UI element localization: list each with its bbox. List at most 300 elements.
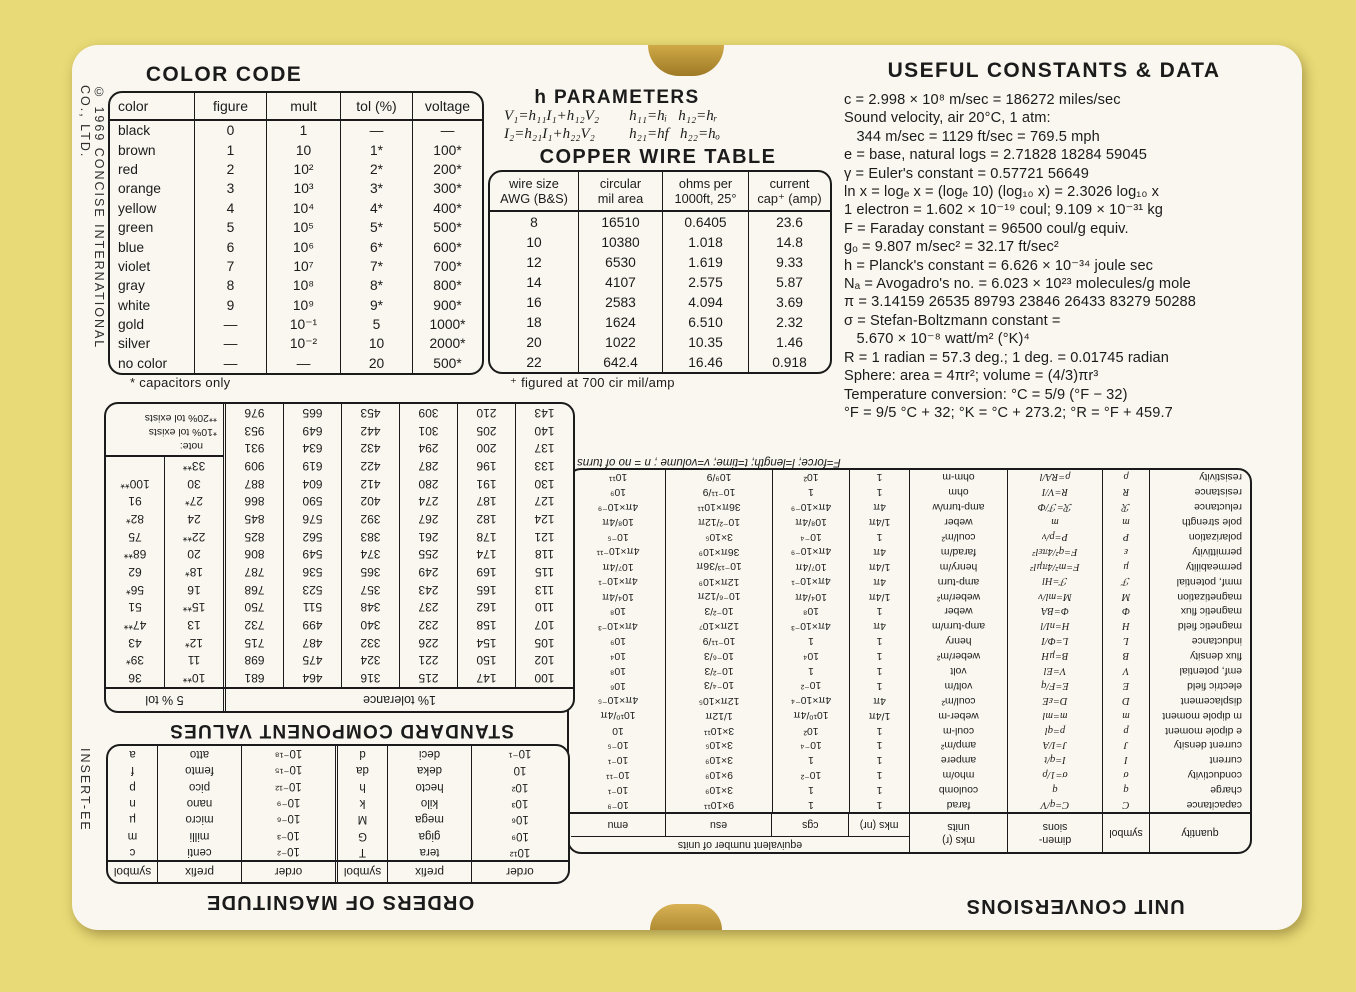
column-group-header: 5 % tol <box>106 689 226 711</box>
table-row <box>226 546 573 564</box>
table-cell: — <box>194 315 266 334</box>
table-row <box>569 633 1250 648</box>
table-cell: 165 <box>458 581 516 599</box>
table-row <box>108 746 568 762</box>
table-cell: 10 <box>571 723 666 738</box>
table-row <box>226 492 573 510</box>
table-cell: 10380 <box>578 232 662 252</box>
copyright-vertical-text: © 1969 CONCISE INTERNATIONAL CO., LTD. <box>78 85 106 349</box>
table-cell: 4π×10⁻⁵ <box>571 693 666 708</box>
table-cell: ℛ=ℱ/Φ <box>1008 499 1103 514</box>
table-row <box>106 616 223 634</box>
table-cell: 787 <box>226 563 284 581</box>
table-cell: 10⁻¹¹/9 <box>666 633 773 648</box>
table-cell: 309 <box>400 404 458 422</box>
table-cell: 18* <box>184 565 204 580</box>
constant-line: Sphere: area = 4πr²; volume = (4/3)πr³ <box>844 368 1099 385</box>
table-cell: 237 <box>400 599 458 617</box>
table-cell: reluctance <box>1194 501 1242 513</box>
table-row <box>110 334 482 353</box>
table-row <box>108 762 568 778</box>
table-cell: 10⁷/4π <box>571 559 666 574</box>
reference-card <box>72 45 1302 930</box>
table-cell: 10⁴/4π <box>773 589 850 604</box>
equation: V₁=h₁₁I₁+h₁₂V₂ <box>504 108 600 124</box>
table-cell: ε <box>1103 544 1150 559</box>
table-cell: 24 <box>187 511 201 526</box>
table-cell: G <box>338 827 388 843</box>
table-cell: 10⁻² <box>266 334 340 353</box>
table-row <box>569 752 1250 767</box>
table-cell: 10⁻¹ <box>508 747 532 760</box>
table-cell: R=V/I <box>1008 484 1103 499</box>
table-row <box>490 292 830 312</box>
orders-of-magnitude-title: ORDERS OF MAGNITUDE <box>205 891 475 913</box>
copper-wire-table <box>488 170 832 374</box>
table-cell: 10⁸ <box>773 604 850 619</box>
note-line: note: <box>179 440 203 452</box>
table-cell: displacement <box>1180 694 1242 706</box>
table-cell: femto <box>158 762 242 778</box>
table-cell: 1 <box>850 723 910 738</box>
table-cell: f <box>108 762 158 778</box>
table-cell: 215 <box>400 669 458 687</box>
table-cell: 16 <box>526 294 542 310</box>
table-cell: 16 <box>187 582 201 597</box>
table-cell: 10⁸ <box>266 276 340 295</box>
table-cell: resistance <box>1194 486 1242 498</box>
table-cell: I=q/t <box>1008 752 1103 767</box>
table-cell: ρ=RA/l <box>1008 470 1103 485</box>
table-cell: 105 <box>534 635 555 650</box>
constant-line: Sound velocity, air 20°C, 1 atm: <box>844 110 1051 127</box>
table-cell: ℱ <box>1103 574 1150 589</box>
table-cell: D <box>1103 693 1150 708</box>
table-cell: 196 <box>458 457 516 475</box>
column-header: prefix <box>158 862 242 882</box>
table-cell: orange <box>118 181 161 197</box>
table-cell: 1/12π <box>666 708 773 723</box>
table-cell: 523 <box>284 581 342 599</box>
column-header: quantity <box>1181 827 1219 840</box>
table-cell: 15** <box>182 600 206 615</box>
table-row <box>110 237 482 256</box>
table-cell: 845 <box>226 510 284 528</box>
table-cell: 10⁹ <box>571 484 666 499</box>
table-cell: 324 <box>342 652 400 670</box>
table-cell: p <box>1103 723 1150 738</box>
table-cell: 4π×10⁻¹ <box>571 574 666 589</box>
table-cell: electric field <box>1187 679 1242 691</box>
table-cell: 4π <box>850 574 910 589</box>
table-cell: a <box>108 746 158 762</box>
table-cell: 16510 <box>578 212 662 232</box>
table-cell: 1.018 <box>662 232 748 252</box>
table-cell: milli <box>158 827 242 843</box>
tolerance-note <box>106 404 223 457</box>
table-cell: 30 <box>187 476 201 491</box>
table-cell: 12* <box>184 635 204 650</box>
table-cell: giga <box>388 827 472 843</box>
table-cell: 10⁻²/12π <box>666 514 773 529</box>
table-cell: 10⁻⁵ <box>571 738 666 753</box>
table-cell: 1 <box>773 797 850 812</box>
constant-line: σ = Stefan-Boltzmann constant = <box>844 312 1061 329</box>
table-row <box>106 652 223 670</box>
table-row <box>110 199 482 218</box>
unit-conversions-body <box>569 470 1250 812</box>
constant-line: 5.670 × 10⁻⁸ watt/m² (°K)⁴ <box>844 331 1030 348</box>
table-cell: q <box>1103 782 1150 797</box>
orders-of-magnitude-header-row <box>108 860 568 882</box>
table-cell: 102 <box>534 653 555 668</box>
table-cell: 121 <box>534 529 555 544</box>
table-cell: 10.35 <box>662 332 748 352</box>
table-cell: 4 <box>194 199 266 218</box>
table-row <box>490 312 830 332</box>
table-cell: 825 <box>226 528 284 546</box>
table-cell: 68** <box>106 546 165 564</box>
table-cell: 14.8 <box>748 232 830 252</box>
five-percent-values <box>106 457 223 687</box>
column-header: dimen- sions <box>1008 814 1103 852</box>
constant-line: ln x = logₑ x = (logₑ 10) (log₁₀ x) = 2.3026 log₁₀ x <box>844 184 1160 201</box>
table-cell: 800* <box>412 276 482 295</box>
table-row <box>226 581 573 599</box>
table-cell: ohm <box>910 484 1008 499</box>
table-cell: hecto <box>388 779 472 795</box>
table-cell: 976 <box>226 404 284 422</box>
table-row <box>569 529 1250 544</box>
table-cell: 100** <box>106 475 165 493</box>
table-cell: 22** <box>182 529 206 544</box>
table-cell: kilo <box>388 795 472 811</box>
table-cell: 10⁹ <box>266 296 340 315</box>
table-cell: 39* <box>106 652 165 670</box>
table-cell: 536 <box>284 563 342 581</box>
table-cell <box>106 457 165 475</box>
table-cell: 10¹² <box>509 845 531 858</box>
table-cell: pico <box>158 779 242 795</box>
table-cell: 383 <box>342 528 400 546</box>
column-header: emu <box>571 814 666 836</box>
table-cell: p=ql <box>1008 723 1103 738</box>
table-cell: 1 <box>850 678 910 693</box>
table-cell: 100* <box>412 140 482 159</box>
column-header: mks (nr) <box>859 819 899 832</box>
standard-component-values-header-row <box>106 687 573 711</box>
table-row <box>110 160 482 179</box>
table-cell: 10⁻⁶/12π <box>666 589 773 604</box>
table-cell: E=F/q <box>1008 678 1103 693</box>
column-header: figure <box>194 93 266 119</box>
table-cell: 100 <box>534 671 555 686</box>
table-cell: 12π×10⁷ <box>666 618 773 633</box>
table-cell: weber/m² <box>910 589 1008 604</box>
table-cell: 400* <box>412 199 482 218</box>
table-row <box>110 276 482 295</box>
table-cell: 10¹⁰/4π <box>571 708 666 723</box>
table-cell: 10⁶ <box>266 237 340 256</box>
note-line: **20% tol exists <box>144 412 217 424</box>
h-parameters-title: h PARAMETERS <box>534 87 700 108</box>
table-cell: weber <box>910 604 1008 619</box>
table-cell: 187 <box>458 492 516 510</box>
table-cell: 681 <box>226 669 284 687</box>
table-cell: farad <box>910 797 1008 812</box>
standard-component-values-title: STANDARD COMPONENT VALUES <box>169 720 514 741</box>
table-cell: 75 <box>106 528 165 546</box>
table-cell: 1 <box>773 752 850 767</box>
table-cell: 432 <box>342 439 400 457</box>
table-cell: da <box>338 762 388 778</box>
equivalent-units-header-group <box>571 814 910 852</box>
copper-wire-body <box>490 212 830 372</box>
table-cell: 4π <box>850 618 910 633</box>
table-cell: M=ml/v <box>1008 589 1103 604</box>
table-cell: permeability <box>1185 560 1242 572</box>
table-cell: 10⁻² <box>773 678 850 693</box>
table-cell: 23.6 <box>748 212 830 232</box>
table-row <box>569 693 1250 708</box>
table-cell: 137 <box>534 441 555 456</box>
unit-conversions-table <box>567 468 1252 854</box>
table-row <box>226 475 573 493</box>
table-cell: 422 <box>342 457 400 475</box>
table-cell: 150 <box>458 652 516 670</box>
constant-line: Nₐ = Avogadro's no. = 6.023 × 10²³ molecules/g mole <box>844 276 1191 293</box>
table-row <box>569 723 1250 738</box>
table-cell: 10⁴/4π <box>571 589 666 604</box>
table-cell: V <box>1103 663 1150 678</box>
insert-code-vertical-text: INSERT-EE <box>78 748 92 832</box>
equation: h₁₁=hᵢ h₁₂=hᵣ <box>629 108 718 124</box>
table-cell: violet <box>118 258 151 274</box>
table-row <box>110 315 482 334</box>
table-cell: current density <box>1173 739 1242 751</box>
table-cell: mmf, potential <box>1176 575 1242 587</box>
table-cell: charge <box>1210 784 1242 796</box>
table-cell: blue <box>118 239 145 255</box>
table-cell: 1.619 <box>662 252 748 272</box>
table-cell: 10⁻⁶ <box>242 811 338 827</box>
table-cell: 3×10⁵ <box>666 529 773 544</box>
table-row <box>569 782 1250 797</box>
table-row <box>106 669 223 687</box>
table-cell: T <box>338 844 388 860</box>
table-cell: micro <box>158 811 242 827</box>
table-cell: 499 <box>284 616 342 634</box>
table-cell: weber <box>910 514 1008 529</box>
table-cell: 5.87 <box>748 272 830 292</box>
column-header: order <box>242 862 338 882</box>
table-cell: 374 <box>342 546 400 564</box>
table-cell: 4107 <box>578 272 662 292</box>
color-code-title: COLOR CODE <box>145 63 303 86</box>
table-cell: 340 <box>342 616 400 634</box>
table-cell: 261 <box>400 528 458 546</box>
table-cell: 226 <box>400 634 458 652</box>
table-cell: 549 <box>284 546 342 564</box>
table-cell: 2000* <box>412 334 482 353</box>
table-row <box>226 669 573 687</box>
constant-line: R = 1 radian = 57.3 deg.; 1 deg. = 0.01745 radian <box>844 349 1169 366</box>
table-cell: σ=1/ρ <box>1008 767 1103 782</box>
table-cell: atto <box>158 746 242 762</box>
table-cell: m <box>1008 514 1103 529</box>
table-cell: 10⁻² <box>242 844 338 860</box>
table-cell: magnetic flux <box>1180 605 1242 617</box>
table-row <box>108 844 568 860</box>
table-cell: 182 <box>458 510 516 528</box>
note-line: *10% tol exists <box>148 426 217 438</box>
table-cell: 10 <box>340 334 412 353</box>
table-cell: 604 <box>284 475 342 493</box>
table-cell: 43 <box>106 634 165 652</box>
column-header: esu <box>666 814 773 836</box>
column-header: ohms per 1000ft, 25° <box>662 172 748 210</box>
table-cell: 232 <box>400 616 458 634</box>
color-code-header-row <box>110 93 482 121</box>
table-cell: 10⁻⁹ <box>571 797 666 812</box>
table-cell: 133 <box>534 458 555 473</box>
table-row <box>106 546 223 564</box>
table-cell: nano <box>158 795 242 811</box>
table-cell: 10⁻⁴/3 <box>666 678 773 693</box>
table-cell: mega <box>388 811 472 827</box>
table-cell: 4π <box>850 544 910 559</box>
table-cell: 4π <box>850 693 910 708</box>
table-cell: e dipole moment <box>1165 724 1242 736</box>
table-cell: 287 <box>400 457 458 475</box>
table-cell: amp-turn/m <box>910 618 1008 633</box>
table-row <box>569 574 1250 589</box>
table-cell: µ <box>1103 559 1150 574</box>
table-cell: 1/4π <box>850 559 910 574</box>
table-cell: 5* <box>340 218 412 237</box>
table-row <box>106 457 223 475</box>
table-cell: 1 <box>850 752 910 767</box>
table-cell: 3×10⁵ <box>666 738 773 753</box>
table-cell: 357 <box>342 581 400 599</box>
table-cell: 10⁻⁴ <box>773 529 850 544</box>
orders-of-magnitude-table <box>106 744 570 884</box>
table-cell: q <box>1008 782 1103 797</box>
table-cell: 10⁻¹¹/9 <box>666 484 773 499</box>
table-cell: 649 <box>284 422 342 440</box>
table-cell: P <box>1103 529 1150 544</box>
table-cell: 1/4π <box>850 708 910 723</box>
table-cell: 1 <box>773 663 850 678</box>
table-cell: µ <box>108 811 158 827</box>
table-cell: 348 <box>342 599 400 617</box>
table-cell: 4π×10⁻³ <box>773 618 850 633</box>
table-cell: 12 <box>526 254 542 270</box>
table-cell: black <box>118 123 151 139</box>
table-cell: 10⁻⁴ <box>773 738 850 753</box>
top-notch-cutout <box>648 45 724 76</box>
table-cell: 4π×10⁻⁹ <box>773 544 850 559</box>
table-row <box>108 795 568 811</box>
table-cell: 20 <box>526 334 542 350</box>
table-cell: 8 <box>530 214 538 230</box>
unit-conversions-title: UNIT CONVERSIONS <box>965 895 1185 917</box>
table-row <box>569 678 1250 693</box>
table-cell: 4* <box>340 199 412 218</box>
table-cell: 453 <box>342 404 400 422</box>
table-cell: deci <box>388 746 472 762</box>
table-cell: L <box>1103 633 1150 648</box>
table-row <box>106 475 223 493</box>
table-cell: 10² <box>773 470 850 485</box>
table-cell: B <box>1103 648 1150 663</box>
table-cell: 178 <box>458 528 516 546</box>
table-cell: 10⁹ <box>511 829 529 842</box>
table-cell: 1 <box>850 738 910 753</box>
table-cell: Φ=BA <box>1008 604 1103 619</box>
table-cell: 750 <box>226 599 284 617</box>
table-cell: 124 <box>534 511 555 526</box>
table-cell: 487 <box>284 634 342 652</box>
table-cell: 475 <box>284 652 342 670</box>
column-header: mks (r) units <box>910 814 1008 852</box>
table-cell: 634 <box>284 439 342 457</box>
table-cell: n <box>108 795 158 811</box>
table-cell: 127 <box>534 494 555 509</box>
table-cell: 768 <box>226 581 284 599</box>
table-row <box>490 232 830 252</box>
table-cell: 732 <box>226 616 284 634</box>
h-parameters-right-column <box>629 108 720 143</box>
table-row <box>106 563 223 581</box>
table-cell: 576 <box>284 510 342 528</box>
column-header: symbol <box>338 862 388 882</box>
table-cell: 10⁻³ <box>242 827 338 843</box>
table-cell: 10⁴ <box>571 648 666 663</box>
constant-line: γ = Euler's constant = 0.57721 56649 <box>844 165 1089 182</box>
table-cell: 9.33 <box>748 252 830 272</box>
table-cell: 2 <box>194 160 266 179</box>
constant-line: e = base, natural logs = 2.71828 18284 59045 <box>844 147 1148 164</box>
useful-constants-title: USEFUL CONSTANTS & DATA <box>887 59 1221 82</box>
table-cell: 10⁶ <box>511 813 529 826</box>
table-cell: farad/m <box>910 544 1008 559</box>
table-cell: 10⁻¹ <box>266 315 340 334</box>
table-row <box>108 827 568 843</box>
color-code-footnote: * capacitors only <box>130 375 231 390</box>
table-row <box>490 212 830 232</box>
table-cell: 4π×10⁻⁹ <box>773 499 850 514</box>
table-cell: henry/m <box>910 559 1008 574</box>
table-cell: 6.510 <box>662 312 748 332</box>
table-cell: 953 <box>226 422 284 440</box>
table-row <box>569 648 1250 663</box>
table-cell: 10⁻²/3 <box>666 663 773 678</box>
table-cell: 1* <box>340 140 412 159</box>
table-cell: 1 <box>266 121 340 140</box>
table-cell: resistivity <box>1199 471 1242 483</box>
table-cell: 11 <box>187 653 201 668</box>
equation: I₂=h₂₁I₁+h₂₂V₂ <box>504 125 595 142</box>
table-cell: tera <box>388 844 472 860</box>
table-row <box>569 797 1250 812</box>
table-cell: 10³ <box>266 179 340 198</box>
table-cell: k <box>338 795 388 811</box>
column-header: cgs <box>772 814 849 836</box>
table-cell: 200* <box>412 160 482 179</box>
table-row <box>110 354 482 373</box>
table-cell: 1 <box>773 633 850 648</box>
